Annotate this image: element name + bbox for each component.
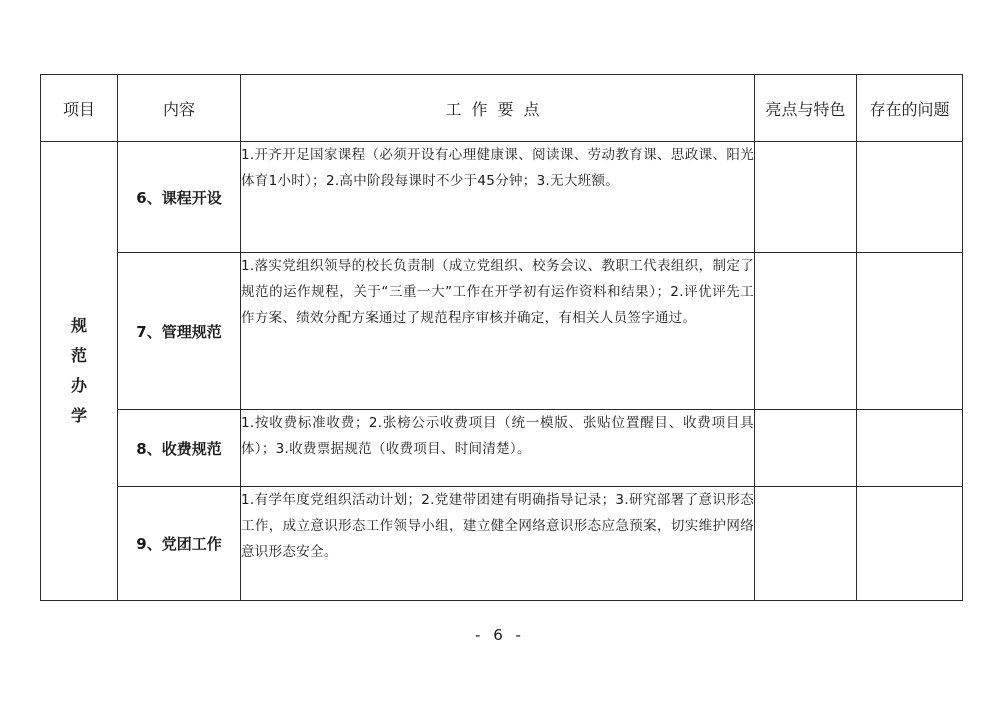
highlights-cell [755,410,857,487]
header-problems: 存在的问题 [857,75,963,142]
highlights-cell [755,142,857,253]
header-content: 内容 [118,75,241,142]
problems-cell [857,487,963,601]
table-row [41,253,963,410]
header-work-points: 工作要点 [241,75,755,142]
item-name: 8、收费规范 [118,410,241,487]
header-highlights: 亮点与特色 [755,75,857,142]
problems-cell [857,253,963,410]
category-char: 范 [70,346,87,365]
checklist-table [40,74,963,601]
item-name: 6、课程开设 [118,142,241,253]
highlights-cell [755,487,857,601]
problems-cell [857,410,963,487]
category-char: 规 [70,316,87,335]
problems-cell [857,142,963,253]
item-name: 7、管理规范 [118,253,241,410]
work-points: 1.有学年度党组织活动计划；2.党建带团建有明确指导记录；3.研究部署了意识形态工作，成立意识形态工作领导小组，建立健全网络意识形态应急预案，切实维护网络意识形态安全。 [241,487,755,601]
table-row [41,487,963,601]
header-category: 项目 [41,75,118,142]
page-number: - 6 - [475,626,525,644]
category-char: 学 [70,406,87,425]
category-char: 办 [70,376,87,395]
header-row [41,75,963,142]
work-points: 1.开齐开足国家课程（必须开设有心理健康课、阅读课、劳动教育课、思政课、阳光体育1小时）；2.高中阶段每课时不少于45分钟；3.无大班额。 [241,142,755,253]
work-points: 1.按收费标准收费；2.张榜公示收费项目（统一模版、张贴位置醒目、收费项目具体）；3.收费票据规范（收费项目、时间清楚）。 [241,410,755,487]
table-row [41,142,963,253]
work-points: 1.落实党组织领导的校长负责制（成立党组织、校务会议、教职工代表组织，制定了规范的运作规程，关于“三重一大”工作在开学初有运作资料和结果）；2.评优评先工作方案、绩效分配方案通过了规范程序审核并确定，有相关人员签字通过。 [241,253,755,410]
highlights-cell [755,253,857,410]
table-row [41,410,963,487]
category-cell [41,142,118,601]
item-name: 9、党团工作 [118,487,241,601]
